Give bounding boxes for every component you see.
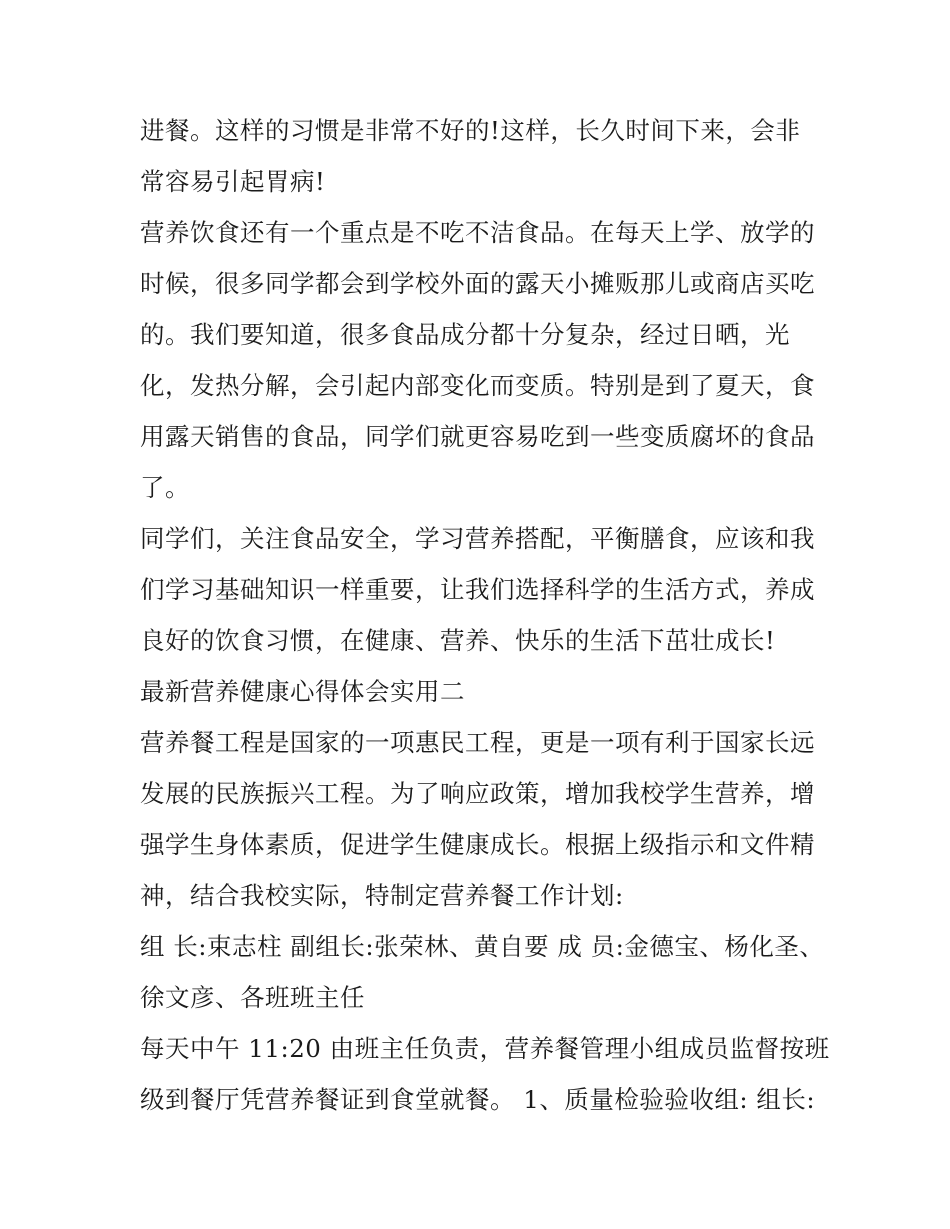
text-line: 营养餐工程是国家的一项惠民工程，更是一项有利于国家长远 bbox=[140, 728, 815, 757]
text-line: 级到餐厅凭营养餐证到食堂就餐。 1、质量检验验收组: 组长: bbox=[140, 1085, 816, 1114]
text-line: 了。 bbox=[140, 473, 190, 502]
text-line: 徐文彦、各班班主任 bbox=[140, 983, 365, 1012]
text-line: 营养饮食还有一个重点是不吃不洁食品。在每天上学、放学的 bbox=[140, 218, 815, 247]
text-line: 强学生身体素质，促进学生健康成长。根据上级指示和文件精 bbox=[140, 830, 815, 859]
text-line: 们学习基础知识一样重要，让我们选择科学的生活方式，养成 bbox=[140, 575, 815, 604]
document-body bbox=[140, 105, 830, 1125]
text-line: 同学们，关注食品安全，学习营养搭配，平衡膳食，应该和我 bbox=[140, 524, 815, 553]
section-heading: 最新营养健康心得体会实用二 bbox=[140, 677, 465, 706]
text-line: 发展的民族振兴工程。为了响应政策，增加我校学生营养，增 bbox=[140, 779, 815, 808]
text-line: 良好的饮食习惯，在健康、营养、快乐的生活下茁壮成长! bbox=[140, 626, 776, 655]
text-line: 的。我们要知道，很多食品成分都十分复杂，经过日晒，光 bbox=[140, 320, 790, 349]
text-line: 每天中午 11:20 由班主任负责，营养餐管理小组成员监督按班 bbox=[140, 1034, 830, 1063]
text-line: 进餐。这样的习惯是非常不好的!这样，长久时间下来，会非 bbox=[140, 116, 801, 145]
text-line: 化，发热分解，会引起内部变化而变质。特别是到了夏天，食 bbox=[140, 371, 815, 400]
text-line: 神，结合我校实际，特制定营养餐工作计划: bbox=[140, 881, 624, 910]
text-line: 常容易引起胃病! bbox=[140, 167, 326, 196]
text-line: 时候，很多同学都会到学校外面的露天小摊贩那儿或商店买吃 bbox=[140, 269, 815, 298]
text-line: 用露天销售的食品，同学们就更容易吃到一些变质腐坏的食品 bbox=[140, 422, 815, 451]
text-line: 组 长:束志柱 副组长:张荣林、黄自要 成 员:金德宝、杨化圣、 bbox=[140, 932, 825, 961]
